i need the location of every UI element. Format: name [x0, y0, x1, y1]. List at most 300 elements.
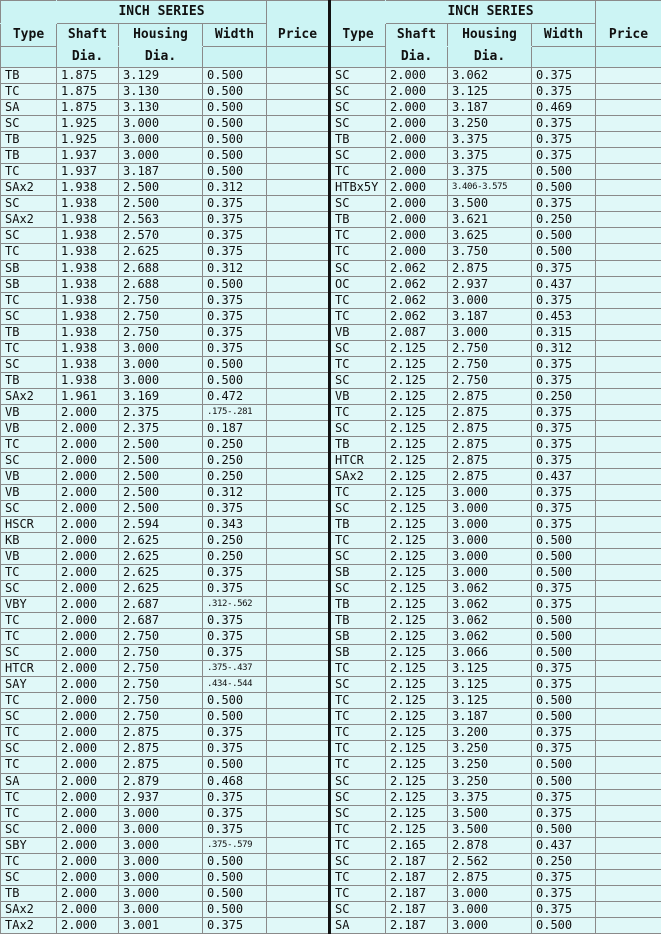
cell-price-left — [267, 597, 330, 613]
cell-price-left — [267, 757, 330, 773]
cell-type-right: SC — [330, 500, 386, 516]
cell-shaft-dia-left: 2.000 — [57, 436, 119, 452]
cell-shaft-dia-right: 2.125 — [386, 340, 448, 356]
cell-price-right — [596, 212, 661, 228]
table-row — [1, 100, 661, 116]
table-row — [1, 565, 661, 581]
cell-width-left: 0.500 — [203, 372, 267, 388]
col-subheader-housing-right: Dia. — [448, 47, 532, 68]
cell-type-right: SC — [330, 340, 386, 356]
col-header-type-left-blank — [1, 47, 57, 68]
cell-price-right — [596, 228, 661, 244]
col-header-width-right: Width — [532, 24, 596, 47]
cell-shaft-dia-right: 2.187 — [386, 869, 448, 885]
cell-type-right: TB — [330, 517, 386, 533]
cell-housing-dia-right: 3.000 — [448, 500, 532, 516]
cell-price-right — [596, 372, 661, 388]
table-row — [1, 773, 661, 789]
cell-housing-dia-left: 3.000 — [119, 885, 203, 901]
col-header-housing-left: Housing — [119, 24, 203, 47]
cell-housing-dia-right: 3.750 — [448, 244, 532, 260]
header-row-columns — [1, 24, 661, 47]
cell-width-left: 0.250 — [203, 549, 267, 565]
cell-width-left: 0.375 — [203, 500, 267, 516]
col-subheader-shaft-left: Dia. — [57, 47, 119, 68]
cell-housing-dia-left: 2.750 — [119, 693, 203, 709]
cell-shaft-dia-left: 2.000 — [57, 885, 119, 901]
cell-shaft-dia-left: 1.938 — [57, 212, 119, 228]
cell-shaft-dia-left: 1.925 — [57, 116, 119, 132]
col-header-type-right: Type — [330, 24, 386, 47]
cell-housing-dia-left: 3.000 — [119, 869, 203, 885]
table-row — [1, 581, 661, 597]
cell-width-right: 0.500 — [532, 164, 596, 180]
cell-housing-dia-left: 3.000 — [119, 901, 203, 917]
cell-width-left: 0.343 — [203, 517, 267, 533]
cell-price-right — [596, 901, 661, 917]
cell-type-left: TC — [1, 340, 57, 356]
cell-price-right — [596, 292, 661, 308]
cell-width-right: 0.312 — [532, 340, 596, 356]
table-row — [1, 468, 661, 484]
cell-type-left: SC — [1, 452, 57, 468]
cell-shaft-dia-left: 2.000 — [57, 468, 119, 484]
cell-price-left — [267, 468, 330, 484]
cell-price-left — [267, 484, 330, 500]
cell-type-right: TC — [330, 885, 386, 901]
cell-width-left: 0.375 — [203, 821, 267, 837]
cell-price-right — [596, 709, 661, 725]
cell-shaft-dia-right: 2.000 — [386, 148, 448, 164]
cell-housing-dia-left: 2.500 — [119, 468, 203, 484]
cell-price-left — [267, 869, 330, 885]
cell-price-right — [596, 869, 661, 885]
cell-shaft-dia-right: 2.062 — [386, 308, 448, 324]
cell-type-left: VB — [1, 404, 57, 420]
cell-type-right: VB — [330, 324, 386, 340]
cell-type-left: SBY — [1, 837, 57, 853]
cell-shaft-dia-left: 2.000 — [57, 869, 119, 885]
cell-width-right: 0.375 — [532, 484, 596, 500]
cell-shaft-dia-left: 2.000 — [57, 452, 119, 468]
cell-housing-dia-left: 3.000 — [119, 805, 203, 821]
cell-type-left: SAx2 — [1, 388, 57, 404]
cell-width-right: 0.375 — [532, 901, 596, 917]
cell-price-right — [596, 533, 661, 549]
cell-housing-dia-right: 3.066 — [448, 645, 532, 661]
table-row — [1, 629, 661, 645]
col-header-type-left: Type — [1, 24, 57, 47]
cell-type-left: TB — [1, 132, 57, 148]
cell-housing-dia-left: 2.688 — [119, 260, 203, 276]
cell-type-right: TC — [330, 869, 386, 885]
cell-shaft-dia-right: 2.125 — [386, 805, 448, 821]
cell-width-right: 0.375 — [532, 260, 596, 276]
cell-shaft-dia-right: 2.125 — [386, 693, 448, 709]
table-row — [1, 244, 661, 260]
cell-price-left — [267, 84, 330, 100]
cell-width-left: 0.375 — [203, 308, 267, 324]
cell-price-left — [267, 917, 330, 933]
cell-width-right: 0.375 — [532, 517, 596, 533]
cell-price-left — [267, 388, 330, 404]
cell-type-right: SC — [330, 853, 386, 869]
cell-shaft-dia-right: 2.000 — [386, 164, 448, 180]
cell-housing-dia-left: 3.187 — [119, 164, 203, 180]
cell-shaft-dia-left: 2.000 — [57, 420, 119, 436]
cell-type-left: TB — [1, 68, 57, 84]
cell-type-left: HSCR — [1, 517, 57, 533]
cell-type-left: TC — [1, 436, 57, 452]
col-header-width-left: Width — [203, 24, 267, 47]
cell-width-left: 0.500 — [203, 901, 267, 917]
cell-price-right — [596, 324, 661, 340]
cell-price-left — [267, 148, 330, 164]
table-row — [1, 805, 661, 821]
cell-price-left — [267, 565, 330, 581]
cell-type-left: TB — [1, 148, 57, 164]
header-blank-left — [1, 1, 57, 24]
col-header-price-right: Price — [596, 24, 661, 47]
cell-price-right — [596, 116, 661, 132]
cell-shaft-dia-left: 2.000 — [57, 757, 119, 773]
cell-price-left — [267, 292, 330, 308]
cell-housing-dia-right: 3.000 — [448, 549, 532, 565]
cell-type-left: TC — [1, 244, 57, 260]
cell-housing-dia-left: 2.500 — [119, 436, 203, 452]
cell-width-left: 0.250 — [203, 452, 267, 468]
cell-price-right — [596, 132, 661, 148]
cell-type-left: TB — [1, 885, 57, 901]
cell-width-right: 0.375 — [532, 805, 596, 821]
cell-type-left: VB — [1, 420, 57, 436]
cell-price-right — [596, 517, 661, 533]
cell-width-right: 0.500 — [532, 773, 596, 789]
cell-width-right: 0.437 — [532, 837, 596, 853]
cell-housing-dia-right: 3.375 — [448, 164, 532, 180]
cell-housing-dia-right: 3.250 — [448, 741, 532, 757]
cell-price-right — [596, 741, 661, 757]
cell-price-left — [267, 372, 330, 388]
cell-housing-dia-right: 3.187 — [448, 100, 532, 116]
cell-housing-dia-right: 3.000 — [448, 565, 532, 581]
cell-type-left: SAY — [1, 677, 57, 693]
cell-price-right — [596, 100, 661, 116]
cell-type-right: SC — [330, 84, 386, 100]
cell-type-left: SA — [1, 773, 57, 789]
cell-width-left: 0.375 — [203, 196, 267, 212]
header-row-series — [1, 1, 661, 24]
cell-type-right: SB — [330, 565, 386, 581]
cell-shaft-dia-right: 2.187 — [386, 853, 448, 869]
cell-type-left: SC — [1, 196, 57, 212]
cell-price-right — [596, 677, 661, 693]
cell-price-left — [267, 452, 330, 468]
cell-housing-dia-right: 3.062 — [448, 629, 532, 645]
cell-housing-dia-right: 3.500 — [448, 821, 532, 837]
cell-shaft-dia-right: 2.125 — [386, 597, 448, 613]
cell-type-right: SC — [330, 901, 386, 917]
cell-price-left — [267, 549, 330, 565]
cell-width-right: 0.500 — [532, 693, 596, 709]
table-row — [1, 436, 661, 452]
cell-type-right: TC — [330, 709, 386, 725]
cell-width-right: 0.500 — [532, 613, 596, 629]
cell-housing-dia-left: 2.875 — [119, 725, 203, 741]
table-row — [1, 404, 661, 420]
col-header-width-left-blank — [203, 47, 267, 68]
cell-type-right: SC — [330, 420, 386, 436]
cell-housing-dia-right: 3.125 — [448, 677, 532, 693]
cell-housing-dia-right: 3.000 — [448, 324, 532, 340]
cell-housing-dia-left: 2.625 — [119, 565, 203, 581]
cell-shaft-dia-right: 2.000 — [386, 228, 448, 244]
cell-type-left: VBY — [1, 597, 57, 613]
cell-type-left: TC — [1, 757, 57, 773]
cell-price-right — [596, 388, 661, 404]
cell-width-right: 0.500 — [532, 180, 596, 196]
cell-type-right: TB — [330, 212, 386, 228]
cell-housing-dia-right: 3.621 — [448, 212, 532, 228]
cell-price-left — [267, 324, 330, 340]
col-header-shaft-left: Shaft — [57, 24, 119, 47]
cell-housing-dia-left: 3.000 — [119, 853, 203, 869]
cell-shaft-dia-left: 2.000 — [57, 821, 119, 837]
cell-housing-dia-left: 2.750 — [119, 709, 203, 725]
cell-type-right: TC — [330, 757, 386, 773]
cell-type-right: SC — [330, 116, 386, 132]
cell-shaft-dia-right: 2.125 — [386, 404, 448, 420]
cell-price-left — [267, 436, 330, 452]
cell-type-left: SAx2 — [1, 180, 57, 196]
cell-width-right: 0.500 — [532, 565, 596, 581]
cell-type-left: SC — [1, 581, 57, 597]
table-row — [1, 597, 661, 613]
table-row — [1, 757, 661, 773]
series-title-right: INCH SERIES — [386, 1, 596, 24]
cell-type-right: SC — [330, 196, 386, 212]
cell-width-right: 0.375 — [532, 661, 596, 677]
cell-price-left — [267, 500, 330, 516]
cell-shaft-dia-left: 1.938 — [57, 244, 119, 260]
cell-type-left: SC — [1, 500, 57, 516]
cell-type-right: HTCR — [330, 452, 386, 468]
cell-width-right: 0.375 — [532, 196, 596, 212]
cell-width-left: 0.312 — [203, 484, 267, 500]
table-row — [1, 789, 661, 805]
cell-type-left: SAx2 — [1, 212, 57, 228]
cell-width-left: 0.375 — [203, 645, 267, 661]
table-row — [1, 853, 661, 869]
cell-width-left: .434-.544 — [203, 677, 267, 693]
cell-type-right: TC — [330, 356, 386, 372]
cell-width-right: 0.315 — [532, 324, 596, 340]
cell-price-left — [267, 276, 330, 292]
cell-width-left: 0.375 — [203, 324, 267, 340]
cell-width-left: 0.472 — [203, 388, 267, 404]
cell-width-right: 0.375 — [532, 789, 596, 805]
cell-housing-dia-left: 3.000 — [119, 356, 203, 372]
cell-price-right — [596, 805, 661, 821]
cell-price-right — [596, 404, 661, 420]
cell-shaft-dia-right: 2.165 — [386, 837, 448, 853]
cell-type-right: TC — [330, 661, 386, 677]
cell-type-left: TC — [1, 629, 57, 645]
cell-type-right: SC — [330, 789, 386, 805]
cell-housing-dia-left: 2.500 — [119, 500, 203, 516]
cell-shaft-dia-right: 2.125 — [386, 372, 448, 388]
cell-width-left: 0.500 — [203, 885, 267, 901]
cell-type-left: SC — [1, 308, 57, 324]
cell-type-left: SC — [1, 645, 57, 661]
cell-housing-dia-left: 2.875 — [119, 741, 203, 757]
table-row — [1, 228, 661, 244]
cell-width-left: 0.375 — [203, 629, 267, 645]
cell-housing-dia-right: 3.000 — [448, 917, 532, 933]
table-row — [1, 901, 661, 917]
cell-type-left: TC — [1, 853, 57, 869]
cell-housing-dia-right: 2.875 — [448, 436, 532, 452]
cell-shaft-dia-right: 2.125 — [386, 420, 448, 436]
cell-type-left: VB — [1, 549, 57, 565]
cell-shaft-dia-right: 2.125 — [386, 484, 448, 500]
cell-shaft-dia-left: 2.000 — [57, 709, 119, 725]
cell-shaft-dia-left: 1.938 — [57, 372, 119, 388]
cell-width-left: .175-.281 — [203, 404, 267, 420]
cell-width-left: 0.500 — [203, 132, 267, 148]
cell-price-right — [596, 725, 661, 741]
cell-type-right: TC — [330, 404, 386, 420]
cell-shaft-dia-left: 1.938 — [57, 324, 119, 340]
cell-shaft-dia-left: 2.000 — [57, 484, 119, 500]
cell-shaft-dia-right: 2.125 — [386, 821, 448, 837]
cell-shaft-dia-left: 2.000 — [57, 517, 119, 533]
cell-price-right — [596, 581, 661, 597]
cell-housing-dia-left: 3.169 — [119, 388, 203, 404]
cell-type-left: TB — [1, 324, 57, 340]
cell-shaft-dia-right: 2.062 — [386, 292, 448, 308]
cell-price-right — [596, 276, 661, 292]
cell-width-right: 0.375 — [532, 292, 596, 308]
cell-shaft-dia-right: 2.125 — [386, 629, 448, 645]
cell-type-right: TC — [330, 244, 386, 260]
cell-type-left: TC — [1, 693, 57, 709]
cell-housing-dia-left: 3.000 — [119, 837, 203, 853]
table-row — [1, 613, 661, 629]
cell-price-right — [596, 260, 661, 276]
table-row — [1, 276, 661, 292]
table-row — [1, 260, 661, 276]
cell-housing-dia-left: 3.130 — [119, 84, 203, 100]
cell-width-left: 0.375 — [203, 725, 267, 741]
cell-width-right: 0.437 — [532, 468, 596, 484]
cell-shaft-dia-right: 2.125 — [386, 500, 448, 516]
cell-price-left — [267, 132, 330, 148]
cell-width-left: 0.312 — [203, 260, 267, 276]
cell-type-left: VB — [1, 468, 57, 484]
cell-housing-dia-left: 2.875 — [119, 757, 203, 773]
cell-price-left — [267, 789, 330, 805]
table-row — [1, 917, 661, 933]
cell-shaft-dia-right: 2.187 — [386, 917, 448, 933]
cell-type-right: TC — [330, 693, 386, 709]
cell-shaft-dia-right: 2.125 — [386, 436, 448, 452]
cell-price-right — [596, 180, 661, 196]
cell-type-right: TC — [330, 533, 386, 549]
col-header-shaft-right: Shaft — [386, 24, 448, 47]
table-row — [1, 709, 661, 725]
cell-type-right: SAx2 — [330, 468, 386, 484]
cell-type-right: SC — [330, 581, 386, 597]
cell-housing-dia-right: 3.406-3.575 — [448, 180, 532, 196]
cell-type-left: VB — [1, 484, 57, 500]
cell-type-left: TC — [1, 613, 57, 629]
cell-type-left: TC — [1, 725, 57, 741]
cell-type-left: SAx2 — [1, 901, 57, 917]
cell-type-right: SC — [330, 805, 386, 821]
cell-width-left: 0.250 — [203, 468, 267, 484]
cell-housing-dia-right: 3.125 — [448, 693, 532, 709]
table-row — [1, 517, 661, 533]
cell-type-left: SC — [1, 709, 57, 725]
cell-type-right: TC — [330, 821, 386, 837]
cell-housing-dia-right: 3.250 — [448, 757, 532, 773]
cell-type-right: SA — [330, 917, 386, 933]
cell-price-left — [267, 693, 330, 709]
header-row-subtitles — [1, 47, 661, 68]
cell-shaft-dia-right: 2.125 — [386, 452, 448, 468]
cell-shaft-dia-left: 1.938 — [57, 340, 119, 356]
table-row — [1, 212, 661, 228]
cell-type-left: SB — [1, 276, 57, 292]
cell-width-right: 0.250 — [532, 388, 596, 404]
col-subheader-housing-left: Dia. — [119, 47, 203, 68]
cell-width-right: 0.469 — [532, 100, 596, 116]
cell-shaft-dia-left: 2.000 — [57, 613, 119, 629]
cell-price-right — [596, 436, 661, 452]
cell-shaft-dia-right: 2.000 — [386, 100, 448, 116]
cell-type-left: SB — [1, 260, 57, 276]
cell-shaft-dia-left: 1.938 — [57, 292, 119, 308]
cell-width-left: 0.500 — [203, 68, 267, 84]
cell-shaft-dia-right: 2.000 — [386, 196, 448, 212]
cell-width-left: 0.312 — [203, 180, 267, 196]
cell-width-left: 0.500 — [203, 100, 267, 116]
table-row — [1, 148, 661, 164]
cell-price-right — [596, 853, 661, 869]
table-row — [1, 549, 661, 565]
cell-price-right — [596, 645, 661, 661]
cell-width-right: 0.375 — [532, 741, 596, 757]
cell-type-left: TC — [1, 805, 57, 821]
cell-width-left: 0.375 — [203, 613, 267, 629]
table-row — [1, 356, 661, 372]
cell-housing-dia-left: 3.000 — [119, 116, 203, 132]
cell-housing-dia-right: 2.750 — [448, 356, 532, 372]
col-subheader-shaft-right: Dia. — [386, 47, 448, 68]
cell-price-right — [596, 597, 661, 613]
cell-price-right — [596, 757, 661, 773]
cell-housing-dia-left: 2.750 — [119, 645, 203, 661]
cell-shaft-dia-left: 2.000 — [57, 565, 119, 581]
cell-type-left: SC — [1, 869, 57, 885]
table-row — [1, 340, 661, 356]
cell-shaft-dia-left: 2.000 — [57, 533, 119, 549]
cell-price-left — [267, 629, 330, 645]
cell-price-right — [596, 500, 661, 516]
cell-width-right: 0.500 — [532, 757, 596, 773]
cell-housing-dia-left: 2.937 — [119, 789, 203, 805]
